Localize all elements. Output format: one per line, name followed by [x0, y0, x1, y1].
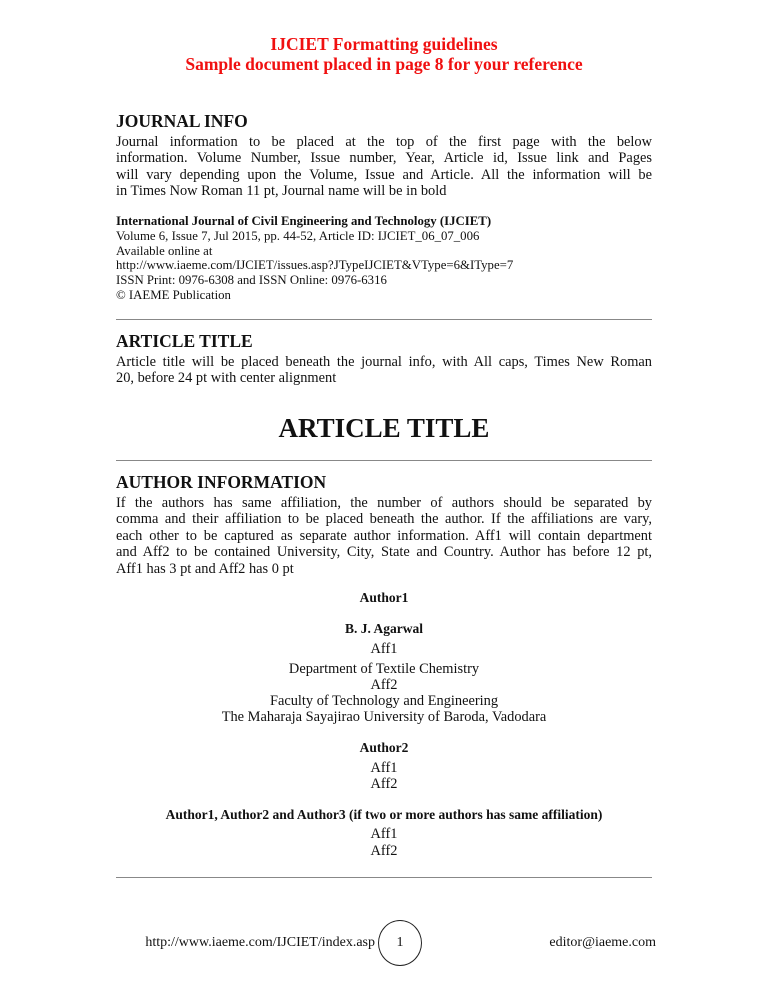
paragraph-line: will vary depending upon the Volume, Issue and Article. All the information will be [116, 166, 652, 183]
author2-aff2: Aff2 [370, 776, 398, 792]
group-authors-label: Author1, Author2 and Author3 (if two or more authors has same affiliation) [165, 807, 603, 822]
author1-faculty: Faculty of Technology and Engineering [269, 693, 499, 709]
author-info-heading: AUTHOR INFORMATION [116, 472, 327, 492]
issue-link[interactable]: http://www.iaeme.com/IJCIET/issues.asp?JTypeIJCIET&VType=6&IType=7 [116, 258, 514, 273]
article-title-heading: ARTICLE TITLE [116, 331, 253, 351]
paragraph-line: comma and their affiliation to be placed beneath the author. If the affiliations are vary, [116, 511, 652, 528]
footer-url[interactable]: http://www.iaeme.com/IJCIET/index.asp [145, 935, 375, 950]
author1-name: B. J. Agarwal [344, 621, 423, 636]
group-aff2: Aff2 [370, 843, 398, 859]
issn-line: ISSN Print: 0976-6308 and ISSN Online: 0976-6316 [116, 273, 387, 288]
author1-department: Department of Textile Chemistry [288, 661, 480, 677]
guidelines-title: IJCIET Formatting guidelines [270, 34, 498, 54]
journal-info-heading: JOURNAL INFO [116, 111, 248, 131]
author1-university: The Maharaja Sayajirao University of Baroda, Vadodara [221, 709, 547, 725]
group-aff1: Aff1 [370, 826, 398, 842]
available-online: Available online at [116, 243, 213, 258]
page-number: 1 [396, 935, 404, 950]
paragraph-line: Journal information to be placed at the top of the first page with the below [116, 134, 652, 150]
guidelines-subtitle: Sample document placed in page 8 for your reference [185, 54, 583, 74]
volume-line: Volume 6, Issue 7, Jul 2015, pp. 44-52, Article ID: IJCIET_06_07_006 [116, 228, 480, 243]
author1-aff2-label: Aff2 [370, 677, 398, 693]
paragraph-line: and Aff2 to be contained University, City, State and Country. Author has before 12 pt, [116, 544, 652, 561]
divider [116, 877, 652, 878]
journal-name: International Journal of Civil Engineering and Technology (IJCIET) [116, 214, 492, 228]
publisher-line: © IAEME Publication [116, 287, 231, 302]
journal-info-block [116, 214, 513, 303]
author1-aff1-label: Aff1 [370, 641, 398, 657]
journal-info-paragraph [116, 134, 652, 200]
paragraph-line: information. Volume Number, Issue number, Year, Article id, Issue link and Pages [116, 150, 652, 167]
author2-label: Author2 [359, 740, 409, 755]
author-info-paragraph [116, 495, 652, 577]
author2-aff1: Aff1 [370, 760, 398, 776]
article-title-paragraph [116, 354, 652, 387]
paragraph-line: 20, before 24 pt with center alignment [116, 370, 337, 387]
paragraph-line: If the authors has same affiliation, the number of authors should be separated by [116, 495, 652, 511]
page-number-circle [378, 920, 422, 966]
paragraph-line: Aff1 has 3 pt and Aff2 has 0 pt [116, 560, 294, 577]
author1-label: Author1 [359, 590, 409, 605]
paragraph-line: each other to be captured as separate author information. Aff1 will contain department [116, 527, 652, 544]
sample-article-title: ARTICLE TITLE [278, 413, 490, 443]
divider [116, 460, 652, 461]
footer-email[interactable]: editor@iaeme.com [549, 935, 656, 950]
divider [116, 319, 652, 320]
paragraph-line: Article title will be placed beneath the journal info, with All caps, Times New Roman [116, 354, 652, 370]
paragraph-line: in Times Now Roman 11 pt, Journal name will be in bold [116, 183, 447, 200]
